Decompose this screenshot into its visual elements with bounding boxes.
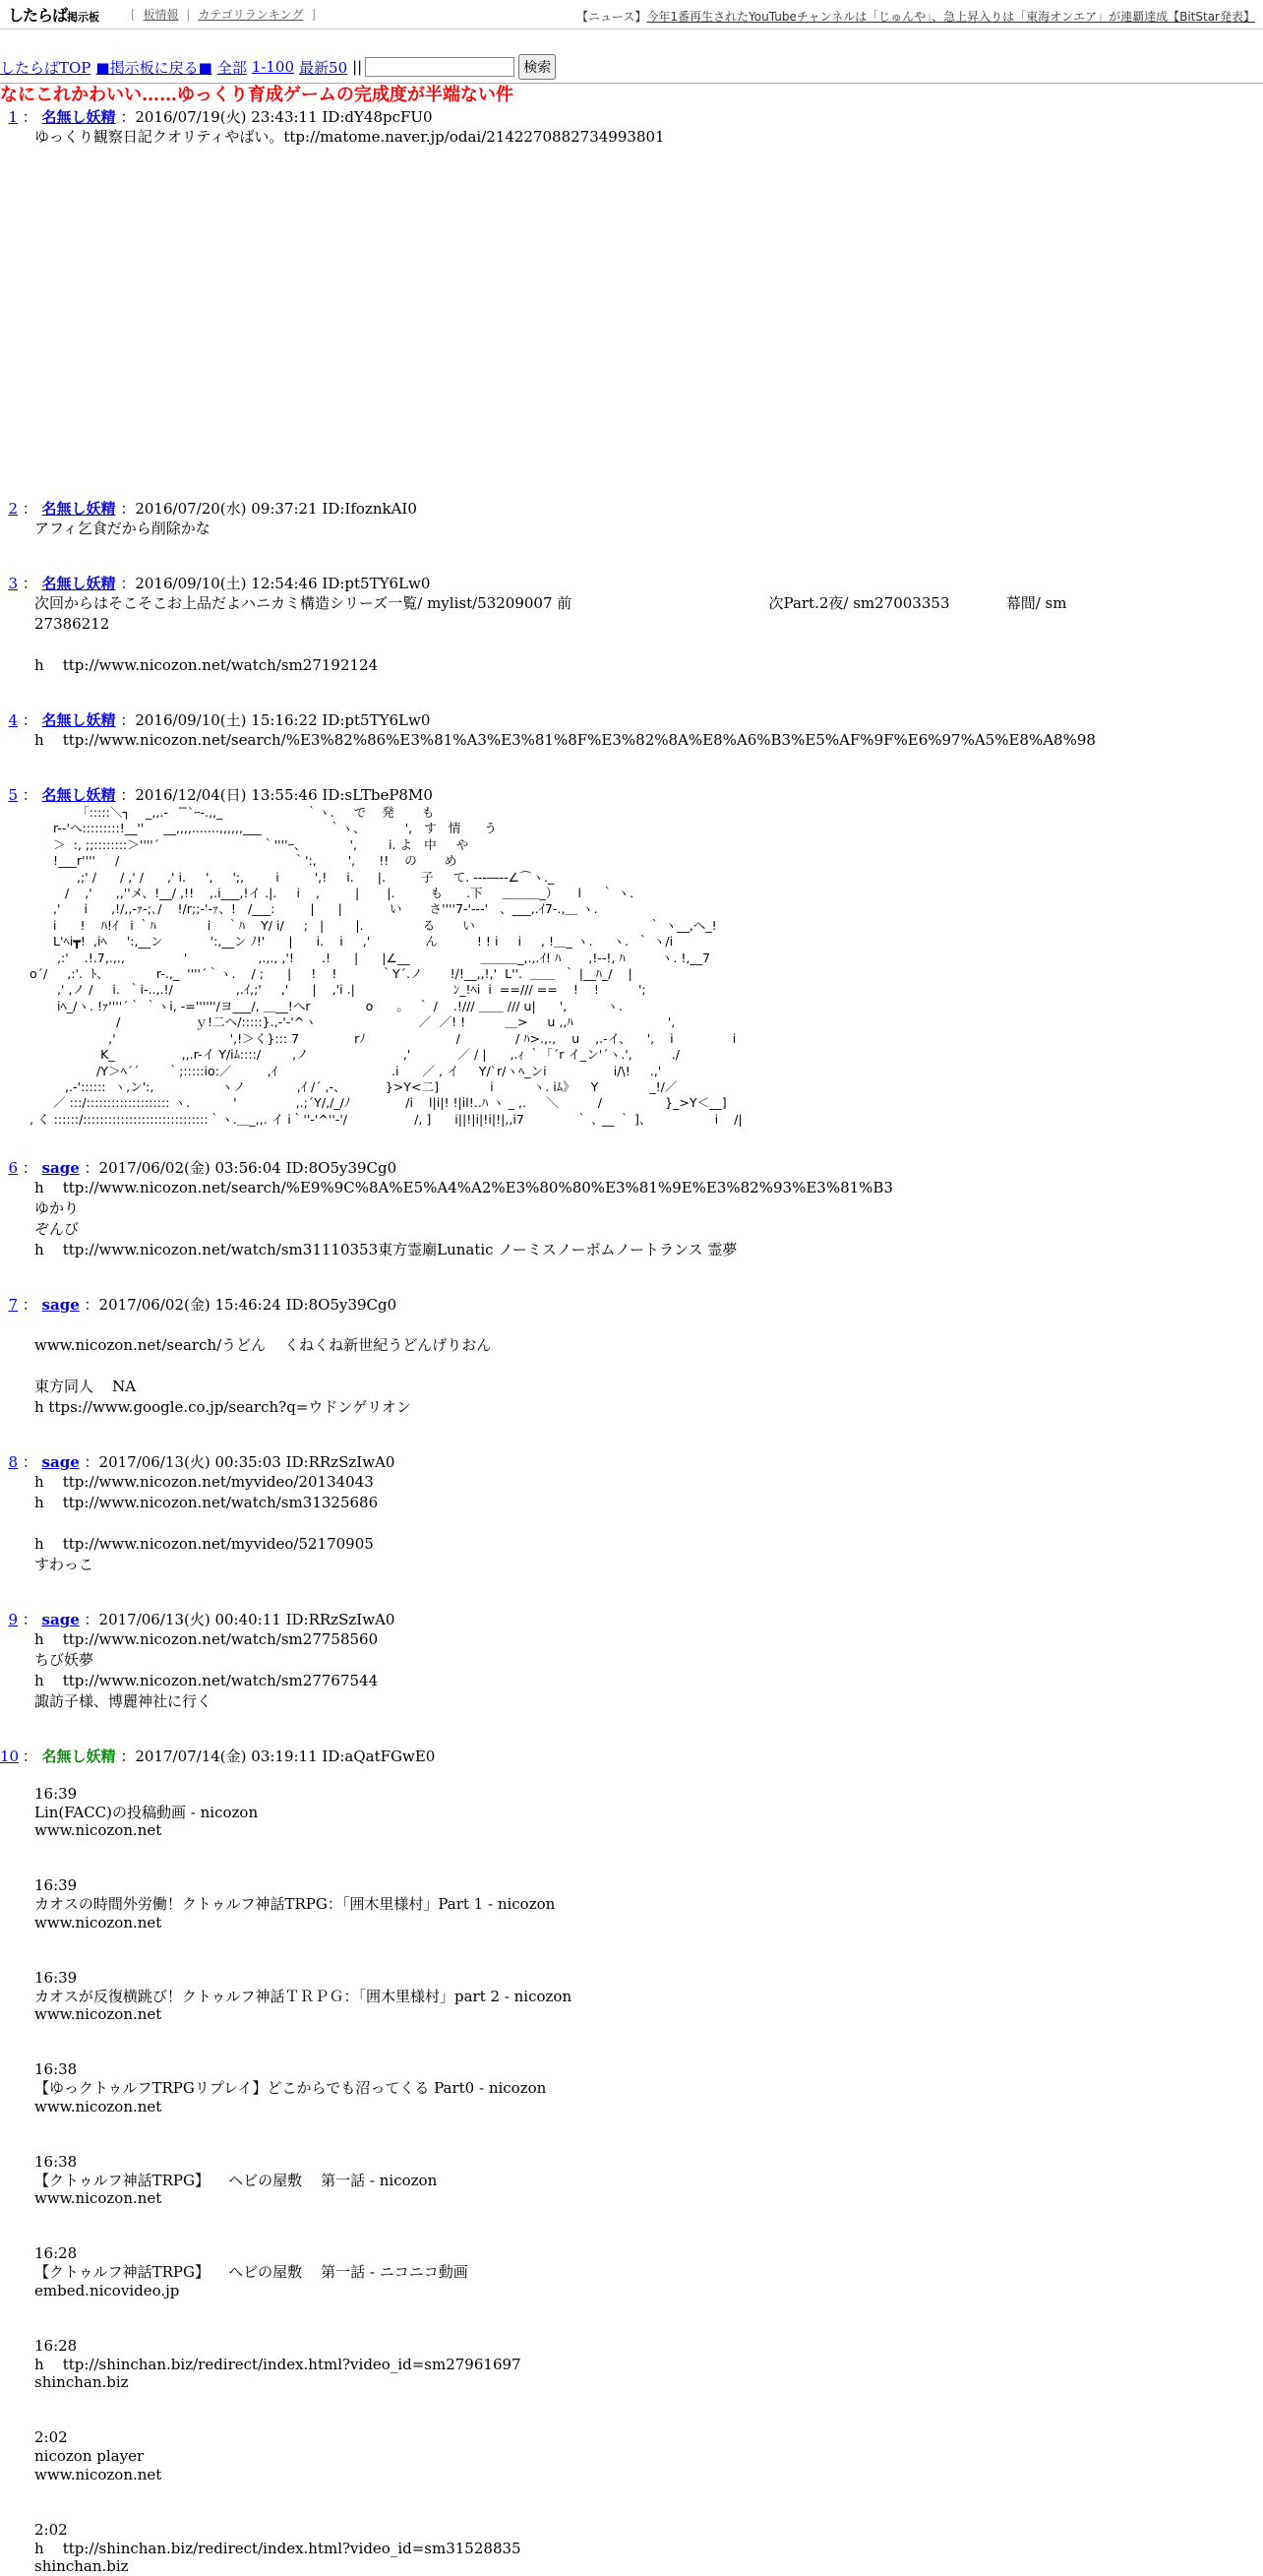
poster-name-link[interactable]: 名無し妖精 xyxy=(41,711,116,729)
poster-name-link[interactable]: 名無し妖精 xyxy=(41,786,116,804)
post-header: 5 ： 名無し妖精 ：2016/12/04(日) 13:55:46 ID:sLTbeP8M0 xyxy=(8,786,433,804)
post-number-link[interactable]: 4 xyxy=(8,711,18,729)
post-body: h ttp://www.nicozon.net/search/%E3%82%86%E3%81%A3%E3%81%8F%E3%82%8A%E8%A6%B3%E5%AF%9F%E6%97%A5%E8%A8%98 xyxy=(34,731,1096,749)
post-meta: ：2016/09/10(土) 12:54:46 ID:pt5TY6Lw0 xyxy=(120,575,431,592)
post-number-link[interactable]: 1 xyxy=(8,108,18,126)
post-meta: ：2016/07/20(水) 09:37:21 ID:IfoznkAI0 xyxy=(120,500,417,518)
shitaraba-top-link[interactable]: したらばTOP xyxy=(0,58,91,77)
search-input[interactable] xyxy=(365,57,514,77)
news-ticker xyxy=(576,8,1255,25)
post-meta: ：2017/06/02(金) 15:46:24 ID:8O5y39Cg0 xyxy=(84,1296,397,1315)
post-header: 2 ： 名無し妖精 ：2016/07/20(水) 09:37:21 ID:IfoznkAI0 xyxy=(8,500,417,518)
embed-placeholder xyxy=(0,162,1263,497)
post-number-link[interactable]: 5 xyxy=(8,786,18,804)
post-number-link[interactable]: 6 xyxy=(8,1159,18,1178)
news-link[interactable]: 今年1番再生されたYouTubeチャンネルは「じゅんや」、急上昇入りは「東海オンエア」が連覇達成【BitStar発表】 xyxy=(646,10,1255,24)
post-body: www.nicozon.net/search/うどん くねくね新世紀うどんげりおん 東方同人 NA h ttps://www.google.co.jp/search?q=ウドンゲリオン xyxy=(34,1336,492,1417)
post-meta: ：2016/12/04(日) 13:55:46 ID:sLTbeP8M0 xyxy=(120,786,433,804)
poster-name-link[interactable]: sage xyxy=(41,1611,80,1629)
poster-name-link[interactable]: 名無し妖精 xyxy=(41,500,116,518)
nav-separator: || xyxy=(352,58,363,76)
category-ranking-link[interactable]: カテゴリランキング xyxy=(198,8,304,22)
post-header: 9 ： sage ：2017/06/13(火) 00:40:11 ID:RRzSzIwA0 xyxy=(8,1611,395,1629)
poster-name-link[interactable]: sage xyxy=(41,1159,80,1178)
post-body: アフィ乞食だから削除かな xyxy=(34,520,210,537)
latest-50-link[interactable]: 最新50 xyxy=(299,58,348,77)
nav-divider xyxy=(0,83,1263,84)
post xyxy=(0,1747,1263,2576)
post-meta: ：2017/06/13(火) 00:35:03 ID:RRzSzIwA0 xyxy=(84,1453,395,1472)
board-info-link[interactable]: 板情報 xyxy=(143,8,179,22)
post-header: 8 ： sage ：2017/06/13(火) 00:35:03 ID:RRzSzIwA0 xyxy=(8,1453,395,1472)
post xyxy=(0,1158,1263,1260)
post-number-link[interactable]: 9 xyxy=(8,1611,18,1629)
poster-name-link[interactable]: sage xyxy=(41,1296,80,1315)
header-links: [ 板情報 | カテゴリランキング ] xyxy=(131,8,316,22)
logo-text: したらば xyxy=(8,6,68,25)
post-body: 16:39 Lin(FACC)の投稿動画 - nicozon www.nicozon.net 16:39 カオスの時間外労働！クトゥルフ神話TRPG：「囲木里様村」Part 1 - nicozon www.nicozon.net 16:39 カオスが反復横跳び！クトゥルフ神話ＴＲＰＧ：「囲木里様村」part 2 - nicozon www.nicozon.net 16:38 【ゆっクトゥルフTRPGリプレイ】どこからでも沼ってくる Part0 - nicozon www.nicozon.net 16:38 【クトゥルフ神話TRPG】 ヘビの屋敷 第一話 - nicozon www.nicozon.net 16:28 【クトゥルフ神話TRPG】 ヘビの屋敷 第一話 - ニコニコ動画 embed.nicovideo.jp 16:28 h ttp://shinchan.biz/redirect/index.html?video_id=sm27961697 shinchan.biz 2:02 nicozon player www.nicozon.net 2:02 h ttp://shinchan.biz/redirect/index.html?video_id=sm31528835 shinchan.biz xyxy=(34,1784,572,2576)
post-header: 10 ： 名無し妖精 ：2017/07/14(金) 03:19:11 ID:aQatFGwE0 xyxy=(0,1748,436,1766)
post xyxy=(0,710,1263,751)
thread-title: なにこれかわいい……ゆっくり育成ゲームの完成度が半端ない件 xyxy=(0,85,513,105)
post-number-link[interactable]: 2 xyxy=(8,500,18,518)
thread-nav xyxy=(0,55,1263,79)
logo-subtext: 掲示板 xyxy=(67,11,100,24)
post-header: 3 ： 名無し妖精 ：2016/09/10(土) 12:54:46 ID:pt5TY6Lw0 xyxy=(8,575,431,592)
search-button[interactable]: 検索 xyxy=(518,54,556,80)
post-header: 6 ： sage ：2017/06/02(金) 03:56:04 ID:8O5y39Cg0 xyxy=(8,1159,397,1178)
site-logo[interactable] xyxy=(8,3,99,26)
post xyxy=(0,107,1263,148)
poster-name-link[interactable]: 名無し妖精 xyxy=(41,108,116,126)
post-number-link[interactable]: 8 xyxy=(8,1453,18,1472)
post xyxy=(0,574,1263,676)
post-number-link[interactable]: 7 xyxy=(8,1296,18,1315)
post xyxy=(0,1452,1263,1575)
poster-name-link[interactable]: sage xyxy=(41,1453,80,1472)
post-meta: ：2016/07/19(火) 23:43:11 ID:dY48pcFU0 xyxy=(120,108,433,126)
poster-name-link[interactable]: 名無し妖精 xyxy=(41,575,116,592)
post-number-link[interactable]: 3 xyxy=(8,575,18,592)
post-meta: ：2017/06/02(金) 03:56:04 ID:8O5y39Cg0 xyxy=(84,1159,397,1178)
post xyxy=(0,1610,1263,1712)
post-meta: ：2016/09/10(土) 15:16:22 ID:pt5TY6Lw0 xyxy=(120,711,431,729)
post-meta: ：2017/06/13(火) 00:40:11 ID:RRzSzIwA0 xyxy=(84,1611,395,1629)
post-body: h ttp://www.nicozon.net/watch/sm27758560 ちび妖夢 h ttp://www.nicozon.net/watch/sm27767544 諏訪子様、博麗神社に行く xyxy=(34,1630,379,1711)
post-body: 次回からはそこそこお上品だよハニカミ構造シリーズ一覧/ mylist/53209007 前 次Part.2夜/ sm27003353 幕間/ sm 27386212 h ttp://www.nicozon.net/watch/sm27192124 xyxy=(34,594,1067,674)
posts-1-100-link[interactable]: 1-100 xyxy=(251,58,295,76)
post xyxy=(0,785,1263,1128)
post-body: h ttp://www.nicozon.net/search/%E9%9C%8A%E5%A4%A2%E3%80%80%E3%81%9E%E3%82%93%E3%81%B3 ゆかり ぞんび h ttp://www.nicozon.net/watch/sm31110353東方霊廟Lunatic ノーミスノーボムノートランス 霊夢 xyxy=(34,1179,893,1259)
post-body: h ttp://www.nicozon.net/myvideo/20134043 h ttp://www.nicozon.net/watch/sm31325686 h ttp://www.nicozon.net/myvideo/52170905 すわっこ xyxy=(34,1473,379,1574)
all-posts-link[interactable]: 全部 xyxy=(216,58,247,77)
back-to-board-link[interactable]: ■掲示板に戻る■ xyxy=(95,58,212,77)
post xyxy=(0,499,1263,539)
post-header: 7 ： sage ：2017/06/02(金) 15:46:24 ID:8O5y39Cg0 xyxy=(8,1296,397,1315)
ascii-art: 「:::::＼┐ _,,.- ̄ ̄`ｰ-.,,_ ｀ヽ. で 発 も r--'へ:::::::::!__'' __,,,,.......,,,,,,___ ｀ヽ、 ', す 情 う ＞ :, ;;::::::::＞''''´ ｀''''ｰ、 ', i. よ 中 や !___r'''' / ｀':, ', !! の め ,;' / / ,' / ,' i. ', ';, i ',! i. |. 子 て. ---―‐-∠⌒ヽ._ / ,' ,,''メ、!__/ ,!! ,.i___,!イ .|. i , | |. も .下 ＿＿＿_） l ｀ ヽ. ,' i ,!/,,-ｧ-;､/ !/r;;-'-ｧ、! /___: | | い さ''''7-'---' 、___,.ｲ7-.,＿ ヽ. i ! ﾊ!ｲ i ｀ﾊ i ｀ﾊ Y/ i/ ; | |. る い ｀ ヽ__,へ_! L'ﾍi┳! ,iﾍ ':,__ン ':,__ン ﾉ!' | i. i ,' ん ! ! i i , !＿_ ヽ. ヽ. ｀ ヽ/i ,:' .!.7,.,., ' ,.,., ,'! .! | |∠__ ＿＿＿_,.,.ｲ! ﾊ ,!--!, ﾊ ヽ. !,__7 o´/ ,:'. ﾄ、 r-.,_ ''''´｀ヽ. / ; | ! ! ｀Y´.ノ !/!__,,!,' L''. ＿＿ ｀ |__ﾊ_/ | ,' ,ノ / i. ｀i-..,.!/ ,.ｲ,;' ,' | ,'i .| ﾝ_!ﾍi i ==/// == ! ! '; iﾍ_/ヽ. !ｧ''''´｀ ｀ヽi, -=''''''/ヨ___/, ＿__!へr o 。 ｀ / .!/// ＿＿ /// u| ', ヽ. / ｙ!二ヘ/:::::}.,-'-'^ヽ ／ ／! ! ＿> u ,,ﾊ ', ,' ',!＞く}::: 7 rﾉ / / ﾊ>.,., u ,.-イ、 ', i i K_ ,,.r-イ Y/iﾑ::::/ ,ノ ,' ／ / | ,.ｨ ｀「´r イ_ン'´ヽ.', ./ /Y＞ﾍ´´ ｀;:::::io:／ ,ｲ .i ／ , イ Y/`r/ヽﾍ_ンi i/\! .,' ,.-':::::: ヽ,ン':, ヽノ ,ｲ /´ ,-、 }>Y<二] i ヽ. iﾑ》 Y _!/／ ／ :::/:::::::::::::::::::: ヽ. ' ,.;´Y/,/_/ﾉ /i l|i|! !|il!..ﾊ ヽ _ ,. ＼ / }_>Y＜__] , く ::::::/::::::::::::::::::::::::::::::｀ヽ.＿_,,. イ i｀''-'^''-'/ /, ] i||!|i|!i|!|,,i7 ｀ ､ __ ｀ ]、 i /| xyxy=(30,805,743,1127)
site-header xyxy=(0,0,1263,30)
post-number-link[interactable]: 10 xyxy=(0,1748,20,1766)
post xyxy=(0,1295,1263,1418)
news-prefix: 【ニュース】 xyxy=(575,10,647,24)
poster-name: 名無し妖精 xyxy=(41,1748,116,1766)
post-meta: ：2017/07/14(金) 03:19:11 ID:aQatFGwE0 xyxy=(120,1748,436,1766)
post-header: 4 ： 名無し妖精 ：2016/09/10(土) 15:16:22 ID:pt5TY6Lw0 xyxy=(8,711,431,729)
post-body: ゆっくり観察日記クオリティやばい。ttp://matome.naver.jp/odai/2142270882734993801 xyxy=(34,128,665,146)
post-header: 1 ： 名無し妖精 ：2016/07/19(火) 23:43:11 ID:dY48pcFU0 xyxy=(8,108,433,126)
